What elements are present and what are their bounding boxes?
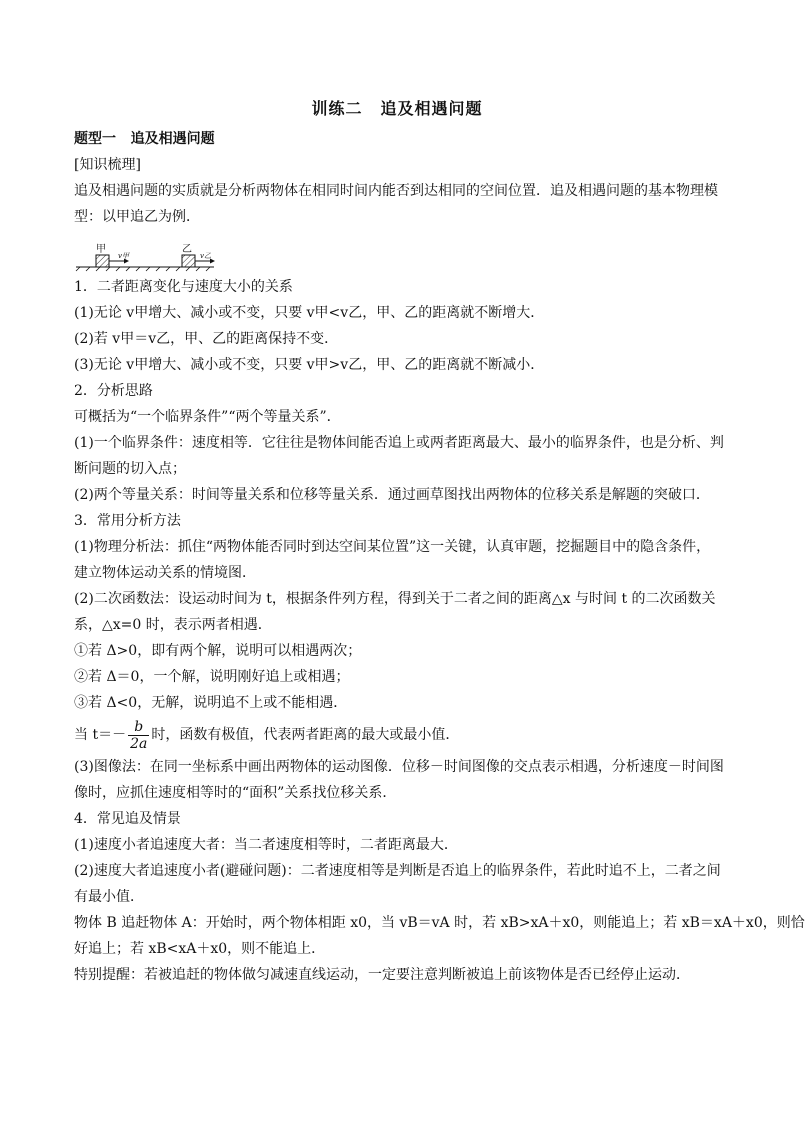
s1-item-3: (3)无论 v甲增大、减小或不变，只要 v甲>v乙，甲、乙的距离就不断减小． bbox=[74, 357, 545, 373]
s3-line-8: (3)图像法：在同一坐标系中画出两物体的运动图像．位移－时间图像的交点表示相遇，分析速度－时间图 bbox=[74, 759, 724, 775]
s1-item-1: (1)无论 v甲增大、减小或不变，只要 v甲<v乙，甲、乙的距离就不断增大． bbox=[74, 305, 545, 321]
label-jia: 甲 bbox=[96, 244, 106, 255]
label-yi: 乙 bbox=[182, 244, 192, 255]
s4-line-5: 好追上；若 xB<xA＋x0，则不能追上． bbox=[74, 941, 326, 957]
s2-line-3: 断问题的切入点； bbox=[74, 461, 186, 477]
knowledge-label: [知识梳理] bbox=[74, 157, 141, 173]
s2-line-4: (2)两个等量关系：时间等量关系和位移等量关系．通过画草图找出两物体的位移关系是解题的突破口． bbox=[74, 487, 710, 503]
s2-line-1: 可概括为“一个临界条件”“两个等量关系”． bbox=[74, 409, 341, 425]
frac-suffix: 时，函数有极值，代表两者距离的最大或最小值． bbox=[151, 727, 460, 743]
s3-line-4: 系，△x=0 时，表示两者相遇． bbox=[74, 617, 272, 633]
title-part1: 训练二 bbox=[311, 99, 363, 118]
s3-line-1: (1)物理分析法：抓住“两物体能否同时到达空间某位置”这一关键，认真审题，挖掘题目中的隐含条件， bbox=[74, 539, 711, 555]
title-part2: 追及相遇问题 bbox=[380, 99, 483, 118]
s4-line-2: (2)速度大者追速度小者(避碰问题)：二者速度相等是判断是否追上的临界条件，若此时追不上，二者之间 bbox=[74, 863, 721, 879]
chase-diagram-svg bbox=[74, 230, 234, 274]
chase-diagram bbox=[74, 230, 724, 274]
intro-line-2: 型：以甲追乙为例． bbox=[74, 209, 200, 225]
s3-line-5: ①若 Δ>0，即有两个解，说明可以相遇两次； bbox=[74, 643, 362, 659]
s3-heading: 3．常用分析方法 bbox=[74, 513, 181, 529]
block-jia bbox=[96, 255, 109, 267]
block-yi bbox=[182, 255, 195, 267]
page-title bbox=[0, 96, 794, 119]
s4-heading: 4．常见追及情景 bbox=[74, 811, 181, 827]
s4-line-3: 有最小值． bbox=[74, 889, 144, 905]
s4-line-1: (1)速度小者追速度大者：当二者速度相等时，二者距离最大． bbox=[74, 837, 458, 853]
ground-hatch bbox=[76, 267, 210, 271]
intro-line-1: 追及相遇问题的实质就是分析两物体在相同时间内能否到达相同的空间位置．追及相遇问题的基本物理模 bbox=[74, 183, 718, 199]
label-v-yi: v乙 bbox=[200, 252, 211, 260]
s3-line-2: 建立物体运动关系的情境图． bbox=[74, 565, 256, 581]
content-body bbox=[74, 126, 805, 988]
s3-line-6: ②若 Δ＝0，一个解，说明刚好追上或相遇； bbox=[74, 669, 350, 685]
s4-line-4: 物体 B 追赶物体 A：开始时，两个物体相距 x0，当 vB＝vA 时，若 xB>xA＋x0，则能追上；若 xB＝xA＋x0，则恰 bbox=[74, 915, 805, 931]
s1-heading: 1．二者距离变化与速度大小的关系 bbox=[74, 279, 293, 295]
s3-line-7: ③若 Δ<0，无解，说明追不上或不能相遇． bbox=[74, 695, 348, 711]
fraction-denominator: 2a bbox=[130, 735, 148, 752]
s4-line-6: 特别提醒：若被追赶的物体做匀减速直线运动，一定要注意判断被追上前该物体是否已经停止运动． bbox=[74, 967, 690, 983]
section-heading-part1: 题型一 bbox=[74, 131, 116, 147]
section-heading-part2: 追及相遇问题 bbox=[130, 131, 215, 147]
section-heading bbox=[74, 126, 724, 152]
frac-prefix: 当 t＝－ bbox=[74, 727, 127, 743]
fraction bbox=[128, 719, 149, 752]
s3-line-3: (2)二次函数法：设运动时间为 t，根据条件列方程，得到关于二者之间的距离△x 与时间 t 的二次函数关 bbox=[74, 591, 716, 607]
s1-item-2: (2)若 v甲＝v乙，甲、乙的距离保持不变． bbox=[74, 331, 339, 347]
s3-line-9: 像时，应抓住速度相等时的“面积”关系找位移关系． bbox=[74, 785, 397, 801]
s2-line-2: (1)一个临界条件：速度相等．它往往是物体间能否追上或两者距离最大、最小的临界条件，也是分析、判 bbox=[74, 435, 724, 451]
fraction-numerator: b bbox=[128, 719, 149, 736]
s2-heading: 2．分析思路 bbox=[74, 383, 153, 399]
label-v-jia: v甲 bbox=[118, 252, 129, 260]
s3-fraction-line bbox=[74, 716, 724, 754]
